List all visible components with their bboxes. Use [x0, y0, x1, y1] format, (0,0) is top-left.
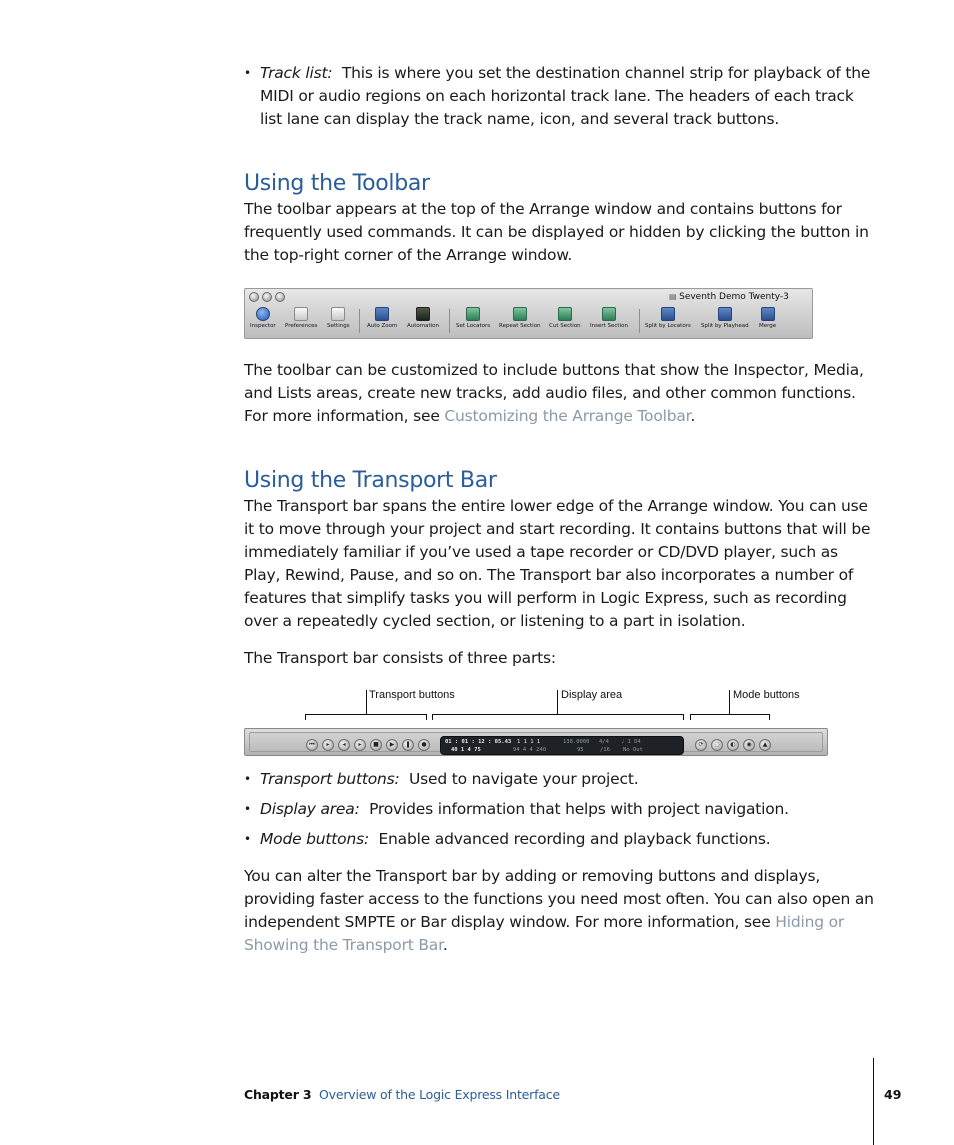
list-item [244, 798, 876, 821]
callout-mode-buttons: Mode buttons [733, 689, 800, 701]
link-hiding-showing-transport[interactable]: Hiding or Showing the Transport Bar [244, 913, 845, 954]
toolbar-item-label: Cut Section [549, 323, 581, 329]
bullet-text: This is where you set the destination channel strip for playback of the MIDI or audio regions on each horizontal track lane. The headers of each track list lane can display the track name, icon, and several track buttons. [260, 64, 871, 128]
toolbar-item-label: Settings [327, 323, 350, 329]
toolbar-item-label: Preferences [285, 323, 318, 329]
settings-icon [331, 307, 345, 321]
toolbar-item-merge [759, 305, 776, 329]
toolbar-item-label: Inspector [250, 323, 276, 329]
bullet-term: Transport buttons: [260, 770, 400, 788]
preferences-icon [294, 307, 308, 321]
toolbar-item-inspector [250, 305, 276, 329]
transport-display [440, 736, 684, 755]
bullet-text: Used to navigate your project. [409, 770, 639, 788]
metronome-icon: ▲ [759, 739, 771, 751]
toolbar-item-automation [407, 305, 439, 329]
callout-line [366, 690, 367, 714]
midi-out-readout: No Out [623, 747, 643, 753]
cycle-mode-icon: ⟳ [695, 739, 707, 751]
rewind-icon: ◂ [338, 739, 350, 751]
toolbar-figure [244, 288, 813, 339]
minimize-light-icon [262, 292, 272, 302]
transport-bar-figure [244, 728, 828, 756]
set-locators-icon [466, 307, 480, 321]
automation-icon [416, 307, 430, 321]
stop-icon: ■ [370, 739, 382, 751]
midi-in-readout: ♩ 1 D4 [621, 739, 641, 745]
list-item [244, 768, 876, 791]
play-from-selection-icon: ▸ [322, 739, 334, 751]
final-paragraph [244, 865, 876, 957]
toolbar-paragraph-2 [244, 359, 876, 428]
insert-section-icon [602, 307, 616, 321]
toolbar-item-set-locators [456, 305, 490, 329]
bullet-term: Mode buttons: [260, 830, 369, 848]
solo-icon: ◉ [743, 739, 755, 751]
zoom-light-icon [275, 292, 285, 302]
bar-readout: 40 1 4 75 [451, 747, 481, 753]
bullet-text: Enable advanced recording and playback functions. [378, 830, 771, 848]
callout-line [729, 690, 730, 714]
toolbar-title-bar [245, 290, 812, 304]
paragraph-end: . [690, 407, 696, 425]
smpte-readout: 01 : 01 : 12 : 05.43 [445, 739, 512, 745]
cut-section-icon [558, 307, 572, 321]
merge-icon [761, 307, 775, 321]
toolbar-item-label: Automation [407, 323, 440, 329]
position-readout-1: 1 1 1 1 [517, 739, 541, 745]
tempo-readout-2: 95 [577, 747, 584, 753]
bracket-mode-buttons [690, 714, 770, 720]
transport-bar-inner [249, 732, 823, 752]
toolbar-item-label: Split by Playhead [701, 323, 749, 329]
paragraph-end: . [442, 936, 448, 954]
paragraph-text: You can alter the Transport bar by adding or removing buttons and displays, providing faster access to the functions you need most often. You can also open an independent SMPTE or Bar display window. For more information, see [244, 867, 874, 931]
repeat-section-icon [513, 307, 527, 321]
tempo-readout: 138.0000 [563, 739, 590, 745]
transport-parts-list [244, 768, 876, 851]
footer-divider [873, 1058, 874, 1145]
page-number: 49 [884, 1087, 902, 1102]
split-by-playhead-icon [718, 307, 732, 321]
callout-transport-buttons: Transport buttons [369, 689, 455, 701]
bullet-text: Provides information that helps with project navigation. [369, 800, 789, 818]
section-heading-transport: Using the Transport Bar [244, 468, 497, 493]
toolbar-item-label: Set Locators [456, 323, 491, 329]
callout-display-area: Display area [561, 689, 623, 701]
section-heading-toolbar: Using the Toolbar [244, 171, 430, 196]
toolbar-item-settings [327, 305, 350, 329]
toolbar-item-label: Insert Section [590, 323, 628, 329]
transport-paragraph-1: The Transport bar spans the entire lower edge of the Arrange window. You can use it to move through your project and start recording. It contains buttons that will be immediately familiar if you’ve used a tape recorder or CD/DVD player, such as Play, Rewind, Pause, and so on. The Transport bar also incorporates a number of features that simplify tasks you will perform in Logic Express, such as recording over a repeatedly cycled section, or listening to a part in isolation. [244, 497, 871, 630]
callout-line [557, 690, 558, 714]
link-customizing-toolbar[interactable]: Customizing the Arrange Toolbar [444, 407, 691, 425]
bracket-display-area [432, 714, 684, 720]
footer-chapter-title: Overview of the Logic Express Interface [319, 1087, 560, 1102]
toolbar-item-split-by-playhead [701, 305, 749, 329]
pause-icon: ❚ [402, 739, 414, 751]
fast-forward-icon: ▸ [354, 739, 366, 751]
bullet-term: Display area: [260, 800, 360, 818]
toolbar-item-insert-section [590, 305, 628, 329]
transport-paragraph-2: The Transport bar consists of three parts: [244, 649, 556, 667]
paragraph-text: The toolbar can be customized to include buttons that show the Inspector, Media, and Lists areas, create new tracks, add audio files, and other common functions. For more information, see [244, 361, 864, 425]
bracket-transport-buttons [305, 714, 427, 720]
bullet-term: Track list: [260, 64, 333, 82]
record-icon: ● [418, 739, 430, 751]
toolbar-items [245, 305, 812, 337]
info-icon [256, 307, 270, 321]
position-readout-2: 94 4 4 240 [513, 747, 547, 753]
toolbar-item-label: Repeat Section [499, 323, 541, 329]
division-readout: /16 [600, 747, 610, 753]
footer-chapter: Chapter 3 [244, 1087, 312, 1102]
toolbar-item-label: Auto Zoom [367, 323, 398, 329]
track-list-bullet [244, 62, 876, 131]
toolbar-item-split-by-locators [645, 305, 691, 329]
replace-icon: ◐ [727, 739, 739, 751]
autopunch-icon: ◌ [711, 739, 723, 751]
toolbar-item-label: Merge [759, 323, 777, 329]
list-item [244, 828, 876, 851]
play-icon: ▶ [386, 739, 398, 751]
time-signature-readout: 4/4 [599, 739, 609, 745]
go-to-start-icon: ⏮ [306, 739, 318, 751]
toolbar-item-repeat-section [499, 305, 541, 329]
toolbar-paragraph-1: The toolbar appears at the top of the Arrange window and contains buttons for frequently used commands. It can be displayed or hidden by clicking the button in the top-right corner of the Arrange window. [244, 200, 869, 264]
split-by-locators-icon [661, 307, 675, 321]
toolbar-item-preferences [285, 305, 317, 329]
toolbar-separator [359, 309, 360, 333]
toolbar-separator [449, 309, 450, 333]
close-light-icon [249, 292, 259, 302]
window-title: ▤ Seventh Demo Twenty-3 [669, 292, 789, 302]
toolbar-item-cut-section [549, 305, 581, 329]
auto-zoom-icon [375, 307, 389, 321]
list-item [244, 62, 876, 131]
toolbar-separator [639, 309, 640, 333]
toolbar-item-auto-zoom [367, 305, 397, 329]
toolbar-item-label: Split by Locators [645, 323, 691, 329]
window-controls [249, 292, 285, 302]
